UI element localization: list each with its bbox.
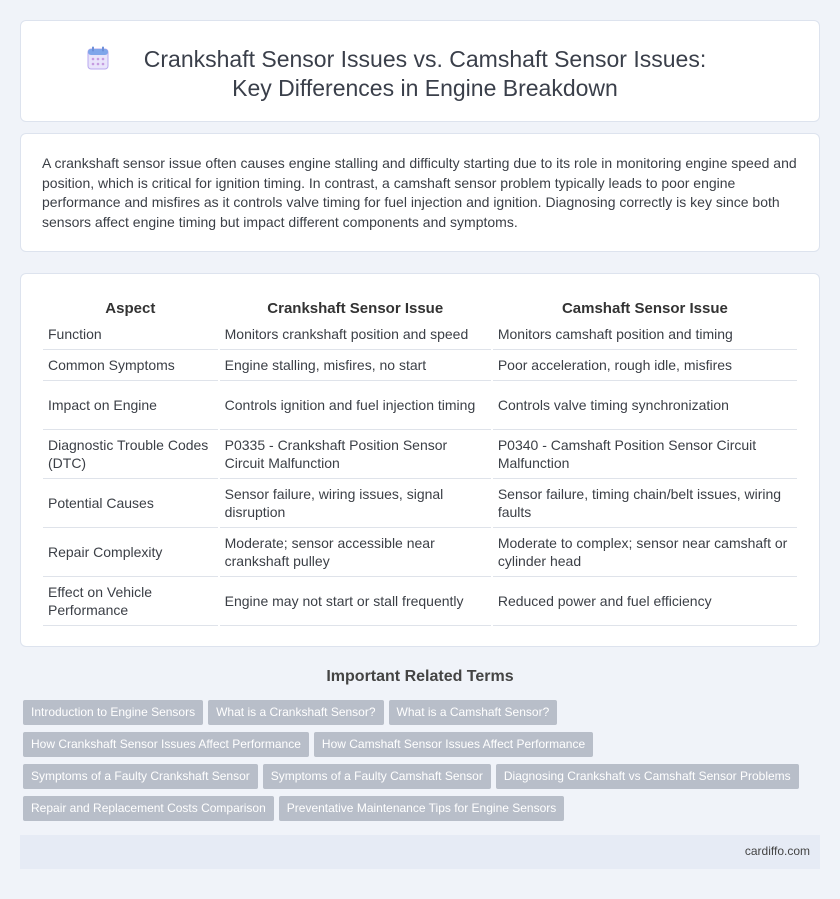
- table-cell: Moderate; sensor accessible near crankshaft pulley: [220, 528, 491, 577]
- related-term-link[interactable]: Preventative Maintenance Tips for Engine Sensors: [279, 796, 564, 821]
- table-header-row: [43, 294, 797, 319]
- related-term-link[interactable]: Diagnosing Crankshaft vs Camshaft Sensor Problems: [496, 764, 799, 789]
- table-cell: Controls ignition and fuel injection timing: [220, 381, 491, 430]
- table-cell: Engine stalling, misfires, no start: [220, 350, 491, 381]
- related-terms-title: Important Related Terms: [326, 668, 514, 685]
- table-row: [43, 577, 797, 626]
- related-term-link[interactable]: How Camshaft Sensor Issues Affect Performance: [314, 732, 593, 757]
- tag-row: [23, 764, 813, 796]
- intro-card: [20, 133, 820, 252]
- tag-row: [23, 700, 813, 732]
- related-term-link[interactable]: What is a Crankshaft Sensor?: [208, 700, 383, 725]
- table-cell: Sensor failure, wiring issues, signal disruption: [220, 479, 491, 528]
- tag-row: [23, 732, 813, 764]
- comparison-table-card: [20, 273, 820, 647]
- table-cell: Common Symptoms: [43, 350, 218, 381]
- table-row: [43, 479, 797, 528]
- table-cell: P0335 - Crankshaft Position Sensor Circuit Malfunction: [220, 430, 491, 479]
- table-cell: Moderate to complex; sensor near camshaft or cylinder head: [493, 528, 797, 577]
- title-card: [20, 20, 820, 122]
- table-row: [43, 430, 797, 479]
- table-cell: Effect on Vehicle Performance: [43, 577, 218, 626]
- column-header-aspect: Aspect: [105, 300, 156, 317]
- related-term-link[interactable]: Symptoms of a Faulty Camshaft Sensor: [263, 764, 491, 789]
- table-cell: Impact on Engine: [43, 381, 218, 430]
- table-cell: Sensor failure, timing chain/belt issues, wiring faults: [493, 479, 797, 528]
- column-header-crankshaft: Crankshaft Sensor Issue: [267, 300, 444, 317]
- related-term-link[interactable]: Introduction to Engine Sensors: [23, 700, 203, 725]
- table-row: [43, 528, 797, 577]
- footer-site-name[interactable]: cardiffo.com: [744, 844, 810, 858]
- table-cell: Poor acceleration, rough idle, misfires: [493, 350, 797, 381]
- table-cell: Potential Causes: [43, 479, 218, 528]
- column-header-camshaft: Camshaft Sensor Issue: [561, 300, 728, 317]
- footer: [20, 835, 820, 869]
- table-cell: Monitors camshaft position and timing: [493, 319, 797, 350]
- table-row: [43, 381, 797, 430]
- table-cell: Diagnostic Trouble Codes (DTC): [43, 430, 218, 479]
- related-term-link[interactable]: Symptoms of a Faulty Crankshaft Sensor: [23, 764, 258, 789]
- table-cell: P0340 - Camshaft Position Sensor Circuit Malfunction: [493, 430, 797, 479]
- table-row: [43, 350, 797, 381]
- page-title: Crankshaft Sensor Issues vs. Camshaft Sensor Issues: Key Differences in Engine Breakdown: [143, 46, 707, 101]
- intro-paragraph: A crankshaft sensor issue often causes engine stalling and difficulty starting due to its role in monitoring engine speed and position, which is critical for ignition timing. In contrast, a camshaft sensor problem typically leads to poor engine performance and misfires as it controls valve timing for fuel injection and ignition. Diagnosing correctly is key since both sensors affect engine timing but impact different components and symptoms.: [42, 155, 797, 230]
- table-cell: Reduced power and fuel efficiency: [493, 577, 797, 626]
- table-row: [43, 319, 797, 350]
- table-cell: Controls valve timing synchronization: [493, 381, 797, 430]
- tag-row: [23, 796, 813, 828]
- table-cell: Monitors crankshaft position and speed: [220, 319, 491, 350]
- related-term-link[interactable]: Repair and Replacement Costs Comparison: [23, 796, 274, 821]
- related-term-link[interactable]: What is a Camshaft Sensor?: [389, 700, 558, 725]
- table-cell: Function: [43, 319, 218, 350]
- related-terms-list: [23, 700, 813, 828]
- table-cell: Repair Complexity: [43, 528, 218, 577]
- comparison-table: [41, 294, 799, 626]
- related-term-link[interactable]: How Crankshaft Sensor Issues Affect Performance: [23, 732, 309, 757]
- table-cell: Engine may not start or stall frequently: [220, 577, 491, 626]
